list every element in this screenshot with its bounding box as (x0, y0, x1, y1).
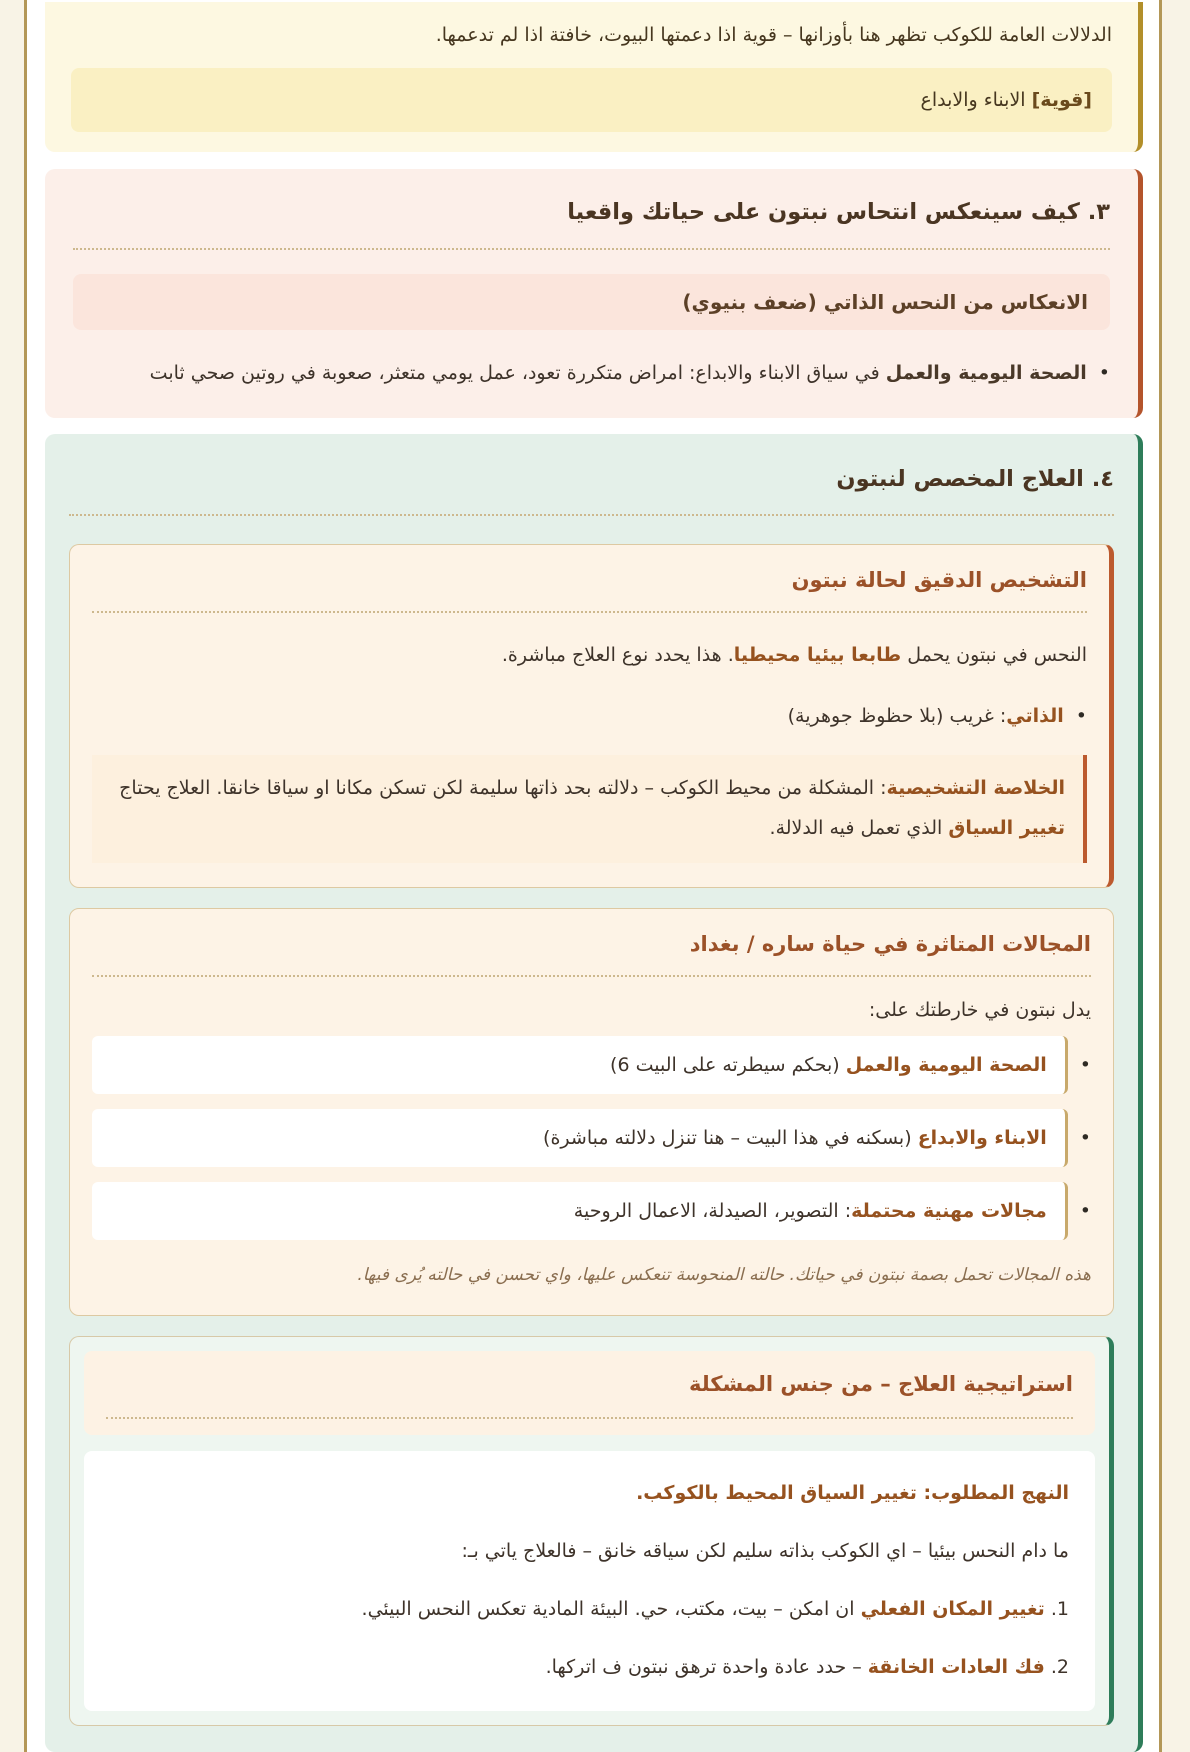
summary-bold: تغيير السياق (948, 816, 1065, 839)
diagnosis-card (69, 544, 1114, 888)
section3-card (45, 169, 1143, 417)
diagnosis-paragraph-pre: النحس في نبتون يحمل (901, 643, 1087, 666)
section3-subtitle: الانعكاس من النحس الذاتي (ضعف بنيوي) (682, 289, 1088, 314)
diagnosis-bullet-item (92, 699, 1087, 733)
affected-areas-intro: يدل نبتون في خارطتك على: (868, 998, 1091, 1021)
section3-bullet-item (73, 356, 1110, 390)
section3-title: ٣. كيف سينعكس انتحاس نبتون على حياتك واقعيا (567, 199, 1110, 226)
strategy-card (69, 1336, 1114, 1726)
bullet-icon: • (1079, 1200, 1091, 1223)
strategy-approach: النهج المطلوب: تغيير السياق المحيط بالكوكب. (636, 1481, 1069, 1504)
step-rest: ان امكن – بيت، مكتب، حي. البيئة المادية تعكس النحس البيئي. (361, 1597, 861, 1620)
area-lead: الابناء والابداع (917, 1126, 1047, 1149)
bullet-rest: في سياق الابناء والابداع: امراض متكررة تعود، عمل يومي متعثر، صعوبة في روتين صحي ثابت (149, 361, 886, 384)
bullet-lead: الصحة اليومية والعمل (885, 361, 1087, 384)
summary-mid: : المشكلة من محيط الكوكب – دلالته بحد ذاتها سليمة لكن تسكن مكانا او سياقا خانقا. العلاج يحتاج (119, 777, 887, 800)
step-lead: فك العادات الخانقة (867, 1655, 1045, 1678)
diagnosis-title: التشخيص الدقيق لحالة نبتون (791, 568, 1087, 593)
divider (73, 248, 1110, 250)
step-rest: – حدد عادة واحدة ترهق نبتون ف اتركها. (545, 1655, 868, 1678)
summary-tail: الذي تعمل فيه الدلالة. (769, 816, 949, 839)
affected-areas-title: المجالات المتاثرة في حياة ساره / بغداد (689, 931, 1091, 956)
bullet-lead: الذاتي (1006, 704, 1064, 727)
section3-subtitle-box (73, 274, 1110, 330)
area-row-box (92, 1182, 1068, 1240)
step-number: 1. (1044, 1597, 1069, 1620)
strength-badge-row (71, 68, 1112, 132)
bullet-icon: • (1079, 1053, 1091, 1076)
area-row-box (92, 1109, 1068, 1167)
diagnosis-paragraph (92, 637, 1087, 673)
general-indications-text: الدلالات العامة للكوكب تظهر هنا بأوزانها – قوية اذا دعمتها البيوت، خافتة اذا لم تدعمها. (435, 24, 1112, 46)
bullet-icon: • (1075, 704, 1087, 727)
diagnosis-paragraph-bold: طابعا بيئيا محيطيا (733, 643, 902, 666)
strength-badge: [قوية] (1031, 89, 1092, 112)
area-rest: (بحكم سيطرته على البيت 6) (610, 1053, 846, 1076)
area-row (92, 1036, 1091, 1094)
section3-bullet-text (150, 356, 1087, 390)
area-row-box (92, 1036, 1068, 1094)
strategy-step (110, 1649, 1069, 1685)
summary-lead: الخلاصة التشخيصية (886, 777, 1065, 800)
document-frame (24, 0, 1162, 1752)
step-lead: تغيير المكان الفعلي (860, 1597, 1045, 1620)
step-number: 2. (1044, 1655, 1069, 1678)
area-rest: (بسكنه في هذا البيت – هنا تنزل دلالته مباشرة) (543, 1126, 918, 1149)
diagnostic-summary-callout (92, 755, 1087, 863)
divider (69, 514, 1114, 516)
strategy-step (110, 1591, 1069, 1627)
area-rest: : التصوير، الصيدلة، الاعمال الروحية (573, 1200, 852, 1223)
divider (106, 1417, 1073, 1419)
bullet-icon: • (1079, 1126, 1091, 1149)
divider (92, 611, 1087, 613)
areas-footnote: هذه المجالات تحمل بصمة نبتون في حياتك. حالته المنحوسة تنعكس عليها، واي تحسن في حالته يُرى فيها. (357, 1265, 1091, 1286)
area-lead: مجالات مهنية محتملة (851, 1200, 1047, 1223)
divider (92, 975, 1091, 977)
section4-card (45, 434, 1143, 1752)
section4-title: ٤. العلاج المخصص لنبتون (836, 465, 1114, 492)
strategy-title: استراتيجية العلاج – من جنس المشكلة (689, 1371, 1073, 1396)
area-lead: الصحة اليومية والعمل (845, 1053, 1047, 1076)
affected-areas-card (69, 908, 1114, 1316)
bullet-icon: • (1098, 361, 1110, 384)
strength-badge-label: الابناء والابداع (920, 89, 1032, 112)
general-indications-card (45, 2, 1143, 152)
strategy-content-box (84, 1451, 1095, 1711)
diagnosis-paragraph-post: . هذا يحدد نوع العلاج مباشرة. (501, 643, 734, 666)
diagnosis-bullet-text (788, 699, 1064, 733)
area-row (92, 1109, 1091, 1167)
bullet-rest: : غريب (بلا حظوظ جوهرية) (787, 704, 1007, 727)
strategy-premise: ما دام النحس بيئيا – اي الكوكب بذاته سليم لكن سياقه خانق – فالعلاج ياتي بـ: (461, 1539, 1069, 1562)
area-row (92, 1182, 1091, 1240)
strategy-header (84, 1351, 1095, 1435)
